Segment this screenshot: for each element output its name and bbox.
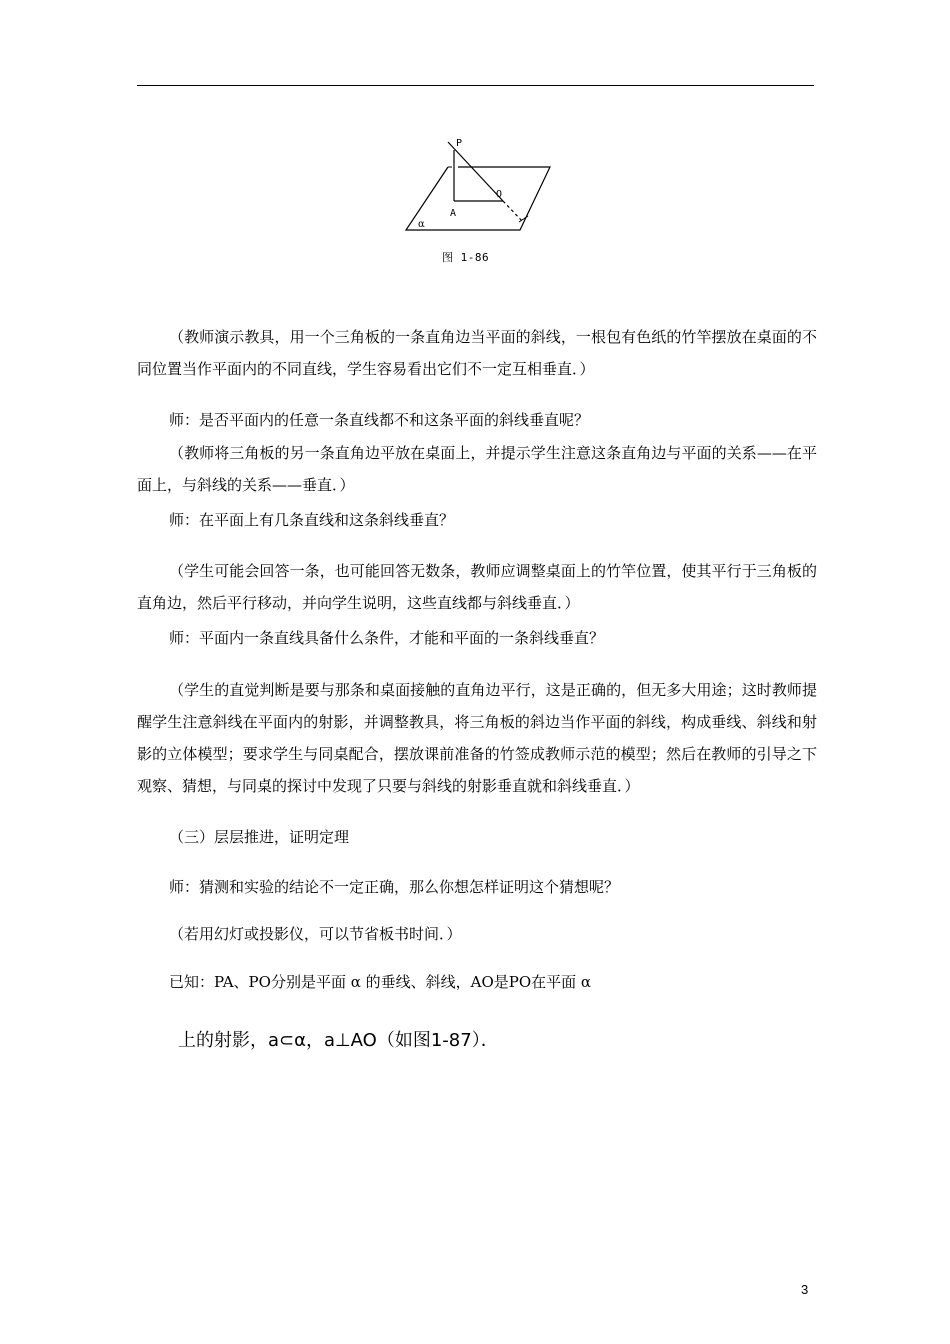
paragraph-6: 师：平面内一条直线具备什么条件，才能和平面的一条斜线垂直？	[169, 629, 605, 647]
label-alpha: α	[418, 219, 425, 230]
label-a: A	[450, 208, 457, 219]
plane-alpha	[406, 167, 550, 230]
figure-caption: 图 1-86	[442, 251, 490, 264]
paragraph-10: （若用幻灯或投影仪，可以节省板书时间．）	[169, 925, 462, 943]
given-statement-continued: 上的射影，a⊂α，a⊥AO（如图1-87）．	[178, 1030, 499, 1051]
paragraph-5: （学生可能会回答一条，也可能回答无数条，教师应调整桌面上的竹竿位置，使其平行于三角板的直角边，然后平行移动，并向学生说明，这些直线都与斜线垂直．）	[137, 562, 817, 612]
slant-line-dashed	[503, 201, 523, 222]
header-rule	[137, 85, 814, 86]
paragraph-1: （教师演示教具，用一个三角板的一条直角边当平面的斜线，一根包有色纸的竹竿摆放在桌面的不同位置当作平面内的不同直线，学生容易看出它们不一定互相垂直．）	[137, 328, 817, 378]
paragraph-2: 师：是否平面内的任意一条直线都不和这条平面的斜线垂直呢？	[169, 411, 590, 429]
label-p: P	[456, 138, 463, 149]
paragraph-7: （学生的直觉判断是要与那条和桌面接触的直角边平行，这是正确的，但无多大用途；这时教师提醒学生注意斜线在平面内的射影，并调整教具，将三角板的斜边当作平面的斜线，构成垂线、斜线和射影的立体模型；要求学生与同桌配合，摆放课前准备的竹签成教师示范的模型；然后在教师的引导之下观察、猜想，与同桌的探讨中发现了只要与斜线的射影垂直就和斜线垂直．）	[137, 681, 817, 795]
geometry-diagram	[400, 130, 560, 250]
given-statement: 已知：PA、PO分别是平面 α 的垂线、斜线，AO是PO在平面 α	[169, 973, 592, 991]
section-heading: （三）层层推进，证明定理	[169, 828, 350, 846]
slant-line-po	[448, 142, 503, 201]
paragraph-9: 师：猜测和实验的结论不一定正确，那么你想怎样证明这个猜想呢？	[169, 878, 620, 896]
paragraph-4: 师：在平面上有几条直线和这条斜线垂直？	[169, 511, 455, 529]
page-number: 3	[801, 1282, 809, 1297]
label-o: O	[496, 189, 503, 200]
paragraph-3: （教师将三角板的另一条直角边平放在桌面上，并提示学生注意这条直角边与平面的关系——在平面上，与斜线的关系——垂直．）	[137, 444, 817, 494]
